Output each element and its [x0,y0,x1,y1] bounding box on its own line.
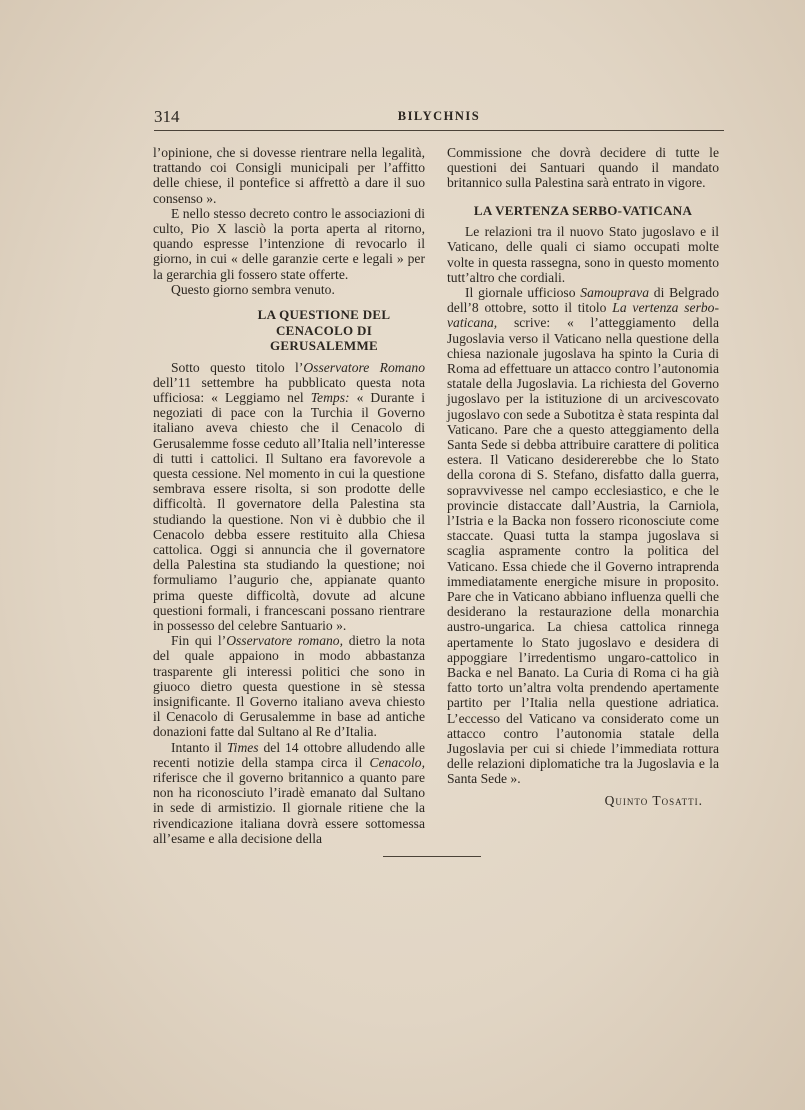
paragraph: Le relazioni tra il nuovo Stato jugoslavo e il Vaticano, delle quali ci siamo occupati molte volte in questa rassegna, sono in questo momento tutt’altro che cordiali. [447,224,719,285]
header-rule [154,130,724,131]
paragraph [153,740,425,846]
text-run: di Belgrado dell’8 ottobre, sotto il titolo [447,284,719,316]
paragraph: Questo giorno sembra venuto. [171,281,335,297]
text-run: Il giornale ufficioso [465,284,581,300]
paragraph [153,633,425,739]
paragraph [447,285,719,787]
running-head [154,107,724,127]
right-column [447,145,719,808]
text-run: scrive: « l’atteggiamento della Jugoslavia verso il Vaticano nella questione della chiesa nazionale jugoslava ha spinto la Curia di Roma ad effettuare un attacco contro l’autonomia statale della Jugoslavia. La richiesta del Governo jugoslavo per la istituzione di un arcivescovato jugoslavo con sede a Subotitza è stata respinta dal Vaticano. Pare che a questo atteggiamento della Santa Sede si debba attribuire carattere di politica estera. Il Vaticano desidererebbe che lo Stato della corona di S. Stefano, disfatto dalla guerra, sopravvivesse nel campo ecclesiastico, e che le provincie distaccate dall’Austria, la Carniola, l’Istria e la Backa non fossero riconosciute come staccate. Quasi tutta la stampa jugoslava si scaglia aspramente contro la politica del Vaticano. Essa chiede che il Governo intraprenda immediatamente energiche misure in proposito. Pare che in Vaticano abbiano influenza quelli che desiderano la restaurazione della monarchia austro-ungarica. La chiesa cattolica rinnega apertamente lo Stato jugoslavo e desidera di appoggiare l’irredentismo ungaro-cattolico in Backa e nel Banato. La Curia di Roma ci ha già fatto torto un’altra volta prendendo apertamente partito per l’Italia nella questione adriatica. L’eccesso del Vaticano va considerato come un attacco contro l’autonomia statale della Jugoslavia per cui si chiede l’immediata rottura delle relazioni diplomatiche tra la Jugoslavia e la Santa Sede ». [447,315,719,787]
page-number: 314 [154,107,180,126]
paragraph: E nello stesso decreto contro le associazioni di culto, Pio X lasciò la porta aperta al ritorno, quando espresse l’intenzione di revocarlo il giorno, in cui « delle garanzie certe e legali » per la gerarchia gli fossero state offerte. [153,205,425,282]
italic-run: Osservatore Romano [303,359,425,375]
italic-run: Times [226,739,259,755]
left-column [153,145,425,846]
italic-run: La vertenza serbo-vaticana, [447,300,719,331]
paragraph [153,360,425,634]
section-heading-cenacolo: LA QUESTIONE DEL CENACOLO DI GERUSALEMME [257,307,391,354]
text-run: dell’11 settembre ha pubblicato questa nota ufficiosa: « Leggiamo nel [153,374,425,405]
text-run: Intanto il [171,739,227,755]
section-heading-vertenza: LA VERTENZA SERBO-VATICANA [473,202,693,218]
text-run: dietro la nota del quale appaiono in modo abbastanza trasparente gli interessi politici che sono in giuoco dietro questa questione in sè stessa insignificante. Il Governo italiano aveva chiesto il Cenacolo di Gerusalemme in base ad antiche donazioni fatte dal Sultano al Re d’Italia. [153,633,426,740]
text-run: riferisce che il governo britannico a quanto pare non ha riconosciuto l’iradè emanato dal Sultano in sede di armistizio. Il giornale ritiene che la rivendicazione italiana dovrà essere sottomessa all’esame e alla decisione della [153,770,425,846]
text-run: Fin qui l’ [171,633,227,649]
author-signature: Quinto Tosatti. [604,792,703,808]
italic-run: Cenacolo, [369,754,425,770]
paragraph: l’opinione, che si dovesse rientrare nella legalità, trattando coi Consigli municipali per l’affitto delle chiese, il pontefice si affrettò a dare il suo consenso ». [153,145,425,206]
text-run: Sotto questo titolo l’ [171,359,304,375]
paragraph: Commissione che dovrà decidere di tutte le questioni dei Santuari quando il mandato britannico sulla Palestina sarà entrato in vigore. [447,145,719,191]
italic-run: Samouprava [580,284,650,300]
italic-run: Temps: [310,389,350,405]
text-run: « Durante i negoziati di pace con la Turchia il Governo italiano aveva chiesto che il Cenacolo di Gerusalemme fosse ceduto all’Italia nell’interesse di tutti i cattolici. Il Sultano era favorevole a questa cessione. Nel momento in cui la questione sembrava essere risolta, si son prodotte delle difficoltà. Il governatore della Palestina sta studiando la questione. Non vi è dubbio che il Cenacolo debba essere restituito alla Chiesa cattolica. Oggi si annuncia che il governatore della Palestina sta studiando la questione; noi formuliamo l’augurio che, appianate quanto prima queste difficoltà, dovute ad alcune questioni formali, i francescani possano rientrare in possesso del celebre Santuario ». [153,389,425,633]
italic-run: Osservatore romano, [226,633,344,649]
journal-title: BILYCHNIS [397,109,481,123]
text-run: del 14 ottobre alludendo alle recenti notizie della stampa circa il [153,739,425,770]
end-rule [383,856,481,857]
